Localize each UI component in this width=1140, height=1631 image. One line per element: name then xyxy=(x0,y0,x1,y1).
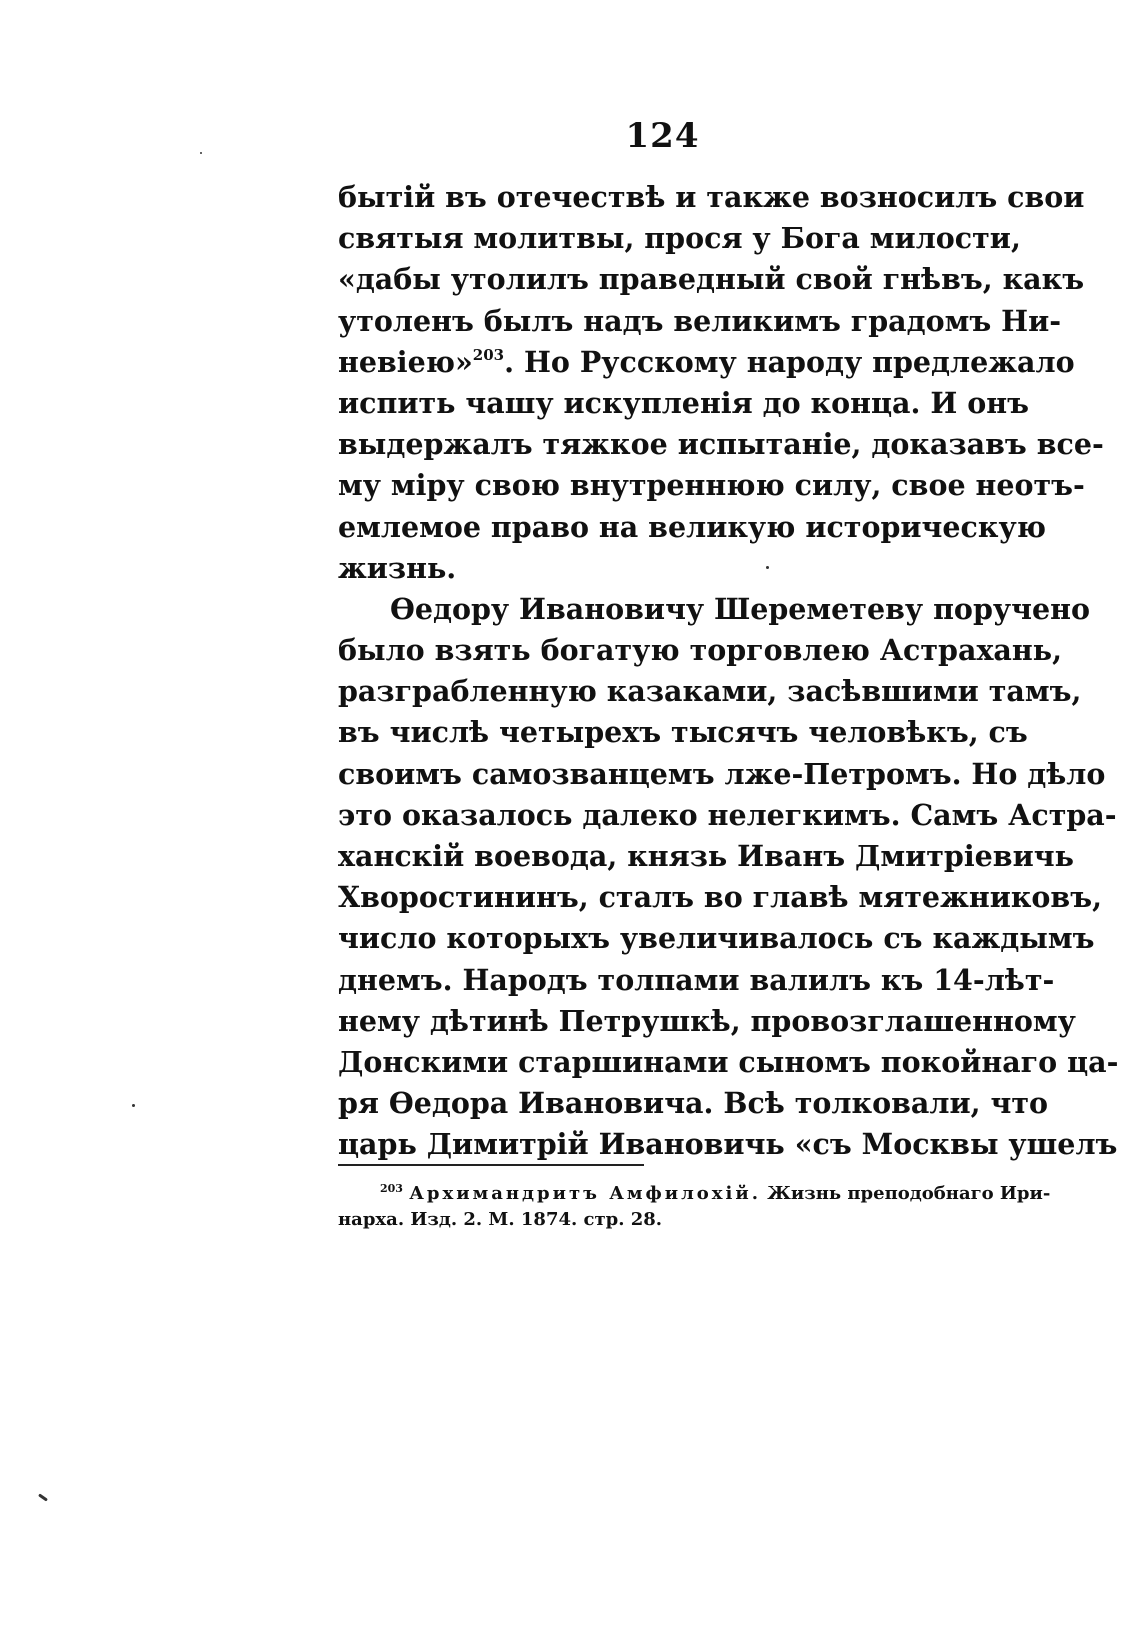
scan-speck xyxy=(132,1104,135,1107)
body-line: «дабы утолилъ праведный свой гнѣвъ, какъ xyxy=(338,262,1085,297)
page-number: 124 xyxy=(625,116,700,156)
body-line: му міру свою внутреннюю силу, свое неотъ- xyxy=(338,468,1085,503)
body-line: утоленъ былъ надъ великимъ градомъ Ни- xyxy=(338,303,1062,338)
body-line: Хворостининъ, сталъ во главѣ мятежниковъ, xyxy=(338,880,1103,915)
body-line: разграбленную казаками, засѣвшими тамъ, xyxy=(338,674,1082,709)
body-line-with-footnote-ref xyxy=(338,342,1075,383)
body-line: это оказалось далеко нелегкимъ. Самъ Астра- xyxy=(338,797,1117,832)
body-line: жизнь. xyxy=(338,550,457,585)
body-line-start: невіею» xyxy=(338,344,473,379)
body-line: выдержалъ тяжкое испытаніе, доказавъ все- xyxy=(338,427,1104,462)
footnote-reference: 203 xyxy=(472,345,505,364)
footnote-line: нарха. Изд. 2. М. 1874. стр. 28. xyxy=(338,1209,663,1230)
footnote-title: Жизнь преподобнаго Ири- xyxy=(760,1183,1051,1204)
body-line: емлемое право на великую историческую xyxy=(338,509,1046,544)
footnote-divider xyxy=(338,1164,644,1166)
body-text xyxy=(338,177,1119,1166)
footnote-author: Архимандритъ Амфилохій. xyxy=(409,1183,761,1204)
footnote-line xyxy=(338,1181,1051,1207)
body-line-paragraph-start: Ѳедору Ивановичу Шереметеву поручено xyxy=(390,591,1090,626)
body-line: ря Ѳедора Ивановича. Всѣ толковали, что xyxy=(338,1086,1048,1121)
body-line: въ числѣ четырехъ тысячъ человѣкъ, съ xyxy=(338,715,1028,750)
body-line: нему дѣтинѣ Петрушкѣ, провозглашенному xyxy=(338,1003,1076,1038)
body-line: Донскими старшинами сыномъ покойнаго ца- xyxy=(338,1044,1119,1079)
scan-speck xyxy=(766,566,769,569)
body-line: испить чашу искупленія до конца. И онъ xyxy=(338,385,1029,420)
body-line: днемъ. Народъ толпами валилъ къ 14-лѣт- xyxy=(338,962,1055,997)
body-line: святыя молитвы, прося у Бога милости, xyxy=(338,221,1021,256)
body-line: число которыхъ увеличивалось съ каждымъ xyxy=(338,921,1095,956)
footnote-number: 203 xyxy=(380,1182,403,1195)
footnote xyxy=(338,1181,1051,1233)
body-line: было взять богатую торговлею Астрахань, xyxy=(338,633,1063,668)
body-line: бытій въ отечествѣ и также возносилъ свои xyxy=(338,180,1085,214)
scan-speck xyxy=(200,152,202,154)
body-line: царь Димитрій Ивановичь «съ Москвы ушелъ xyxy=(338,1127,1118,1162)
body-line: своимъ самозванцемъ лже-Петромъ. Но дѣло xyxy=(338,756,1106,791)
body-line: ханскій воевода, князь Иванъ Дмитріевичь xyxy=(338,839,1074,873)
body-line-end: . Но Русскому народу предлежало xyxy=(504,344,1075,379)
scan-speck xyxy=(38,1493,48,1501)
